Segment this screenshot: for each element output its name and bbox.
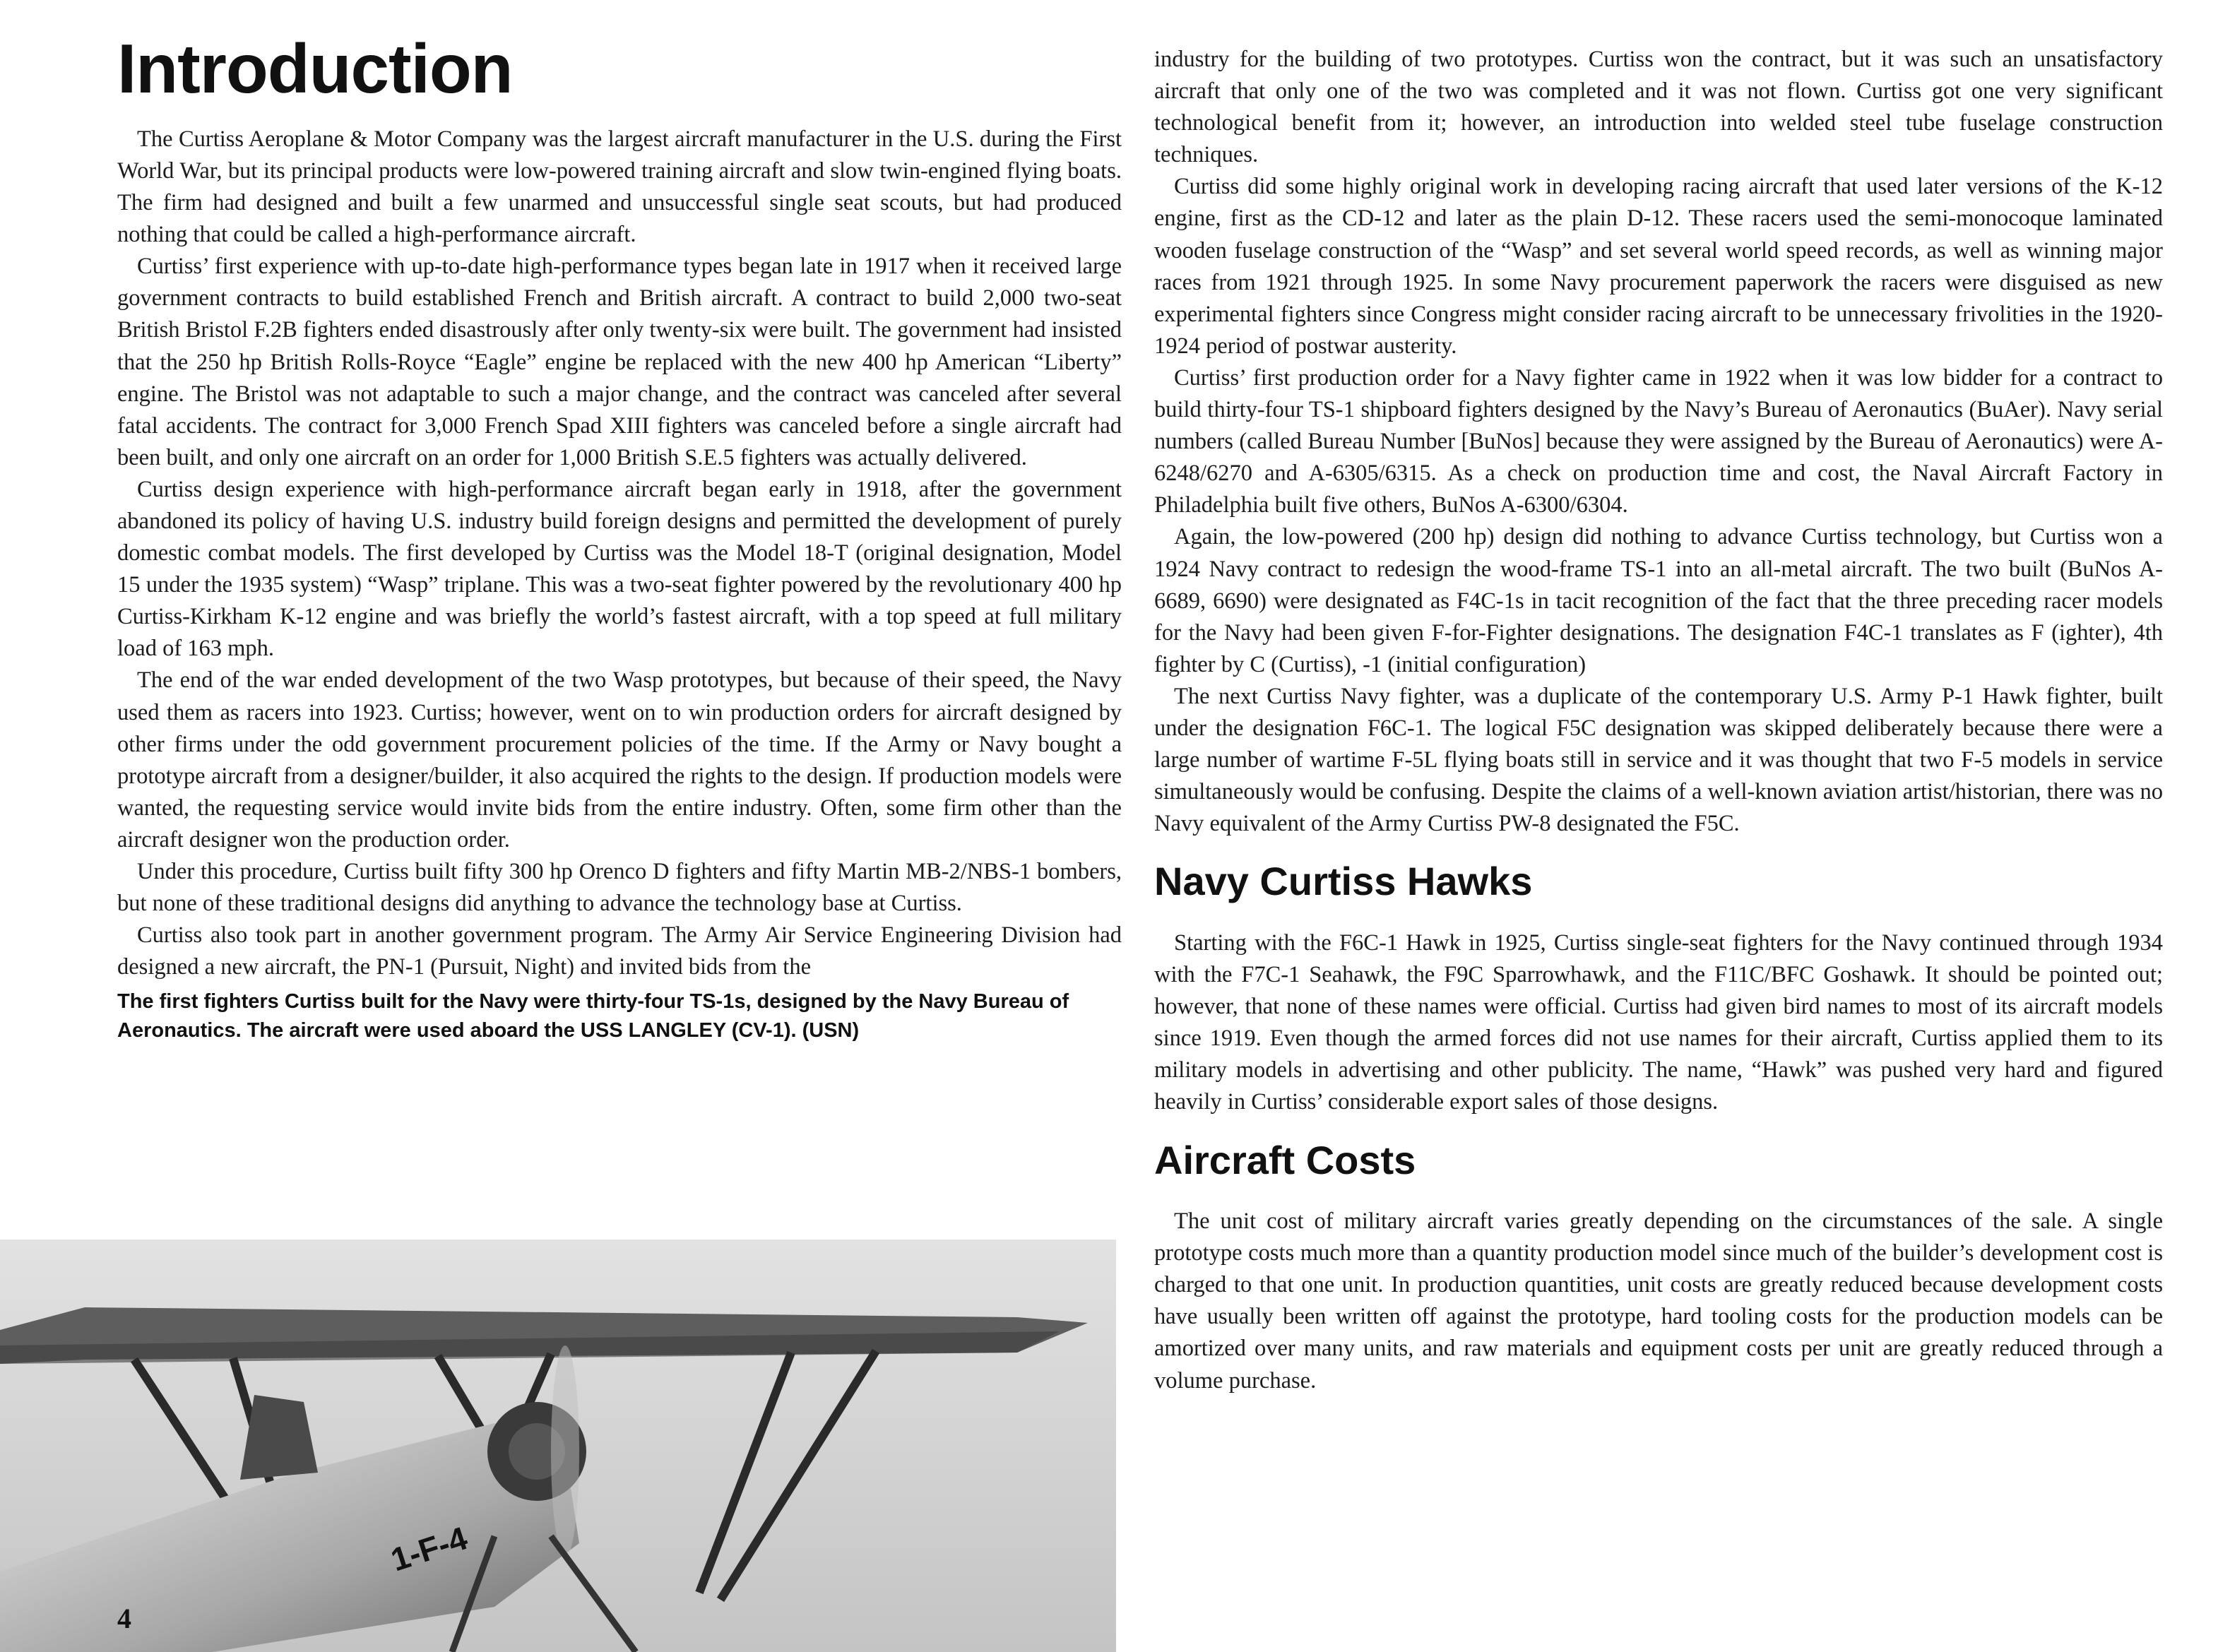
right-paragraph-5: The next Curtiss Navy fighter, was a duplicate of the contemporary U.S. Army P-1 Hawk fighter, built under the designation F6C-1. The logical F5C designation was skipped deliberately because there were a large number of wartime F-5L flying boats still in service and it was thought that two F-5 models in service simultaneously would be confusing. Despite the claims of a well-known aviation artist/historian, there was no Navy equivalent of the Army Curtiss PW-8 designated the F5C. [1154,683,2163,837]
right-paragraph-1: industry for the building of two prototypes. Curtiss won the contract, but it was such an unsatisfactory aircraft that only one of the two was completed and it was not flown. Curtiss got one very significant technological benefit from it; however, an introduction into welded steel tube fuselage construction techniques. [1154,47,2163,168]
intro-paragraph-4: The end of the war ended development of the two Wasp prototypes, but because of their speed, the Navy used them as racers into 1923. Curtiss; however, went on to win production orders for aircraft designed by other firms under the odd government procurement policies of the time. If the Army or Navy bought a prototype aircraft from a designer/builder, it also acquired the rights to the design. If production models were wanted, the requesting service would invite bids from the entire industry. Often, some firm other than the aircraft designer won the production order. [117,667,1122,852]
right-paragraph-3: Curtiss’ first production order for a Navy fighter came in 1922 when it was low bidder for a contract to build thirty-four TS-1 shipboard fighters designed by the Navy’s Bureau of Aeronautics (BuAer). Navy serial numbers (called Bureau Number [BuNos] because they were assigned by the Bureau of Aeronautics) were A-6248/6270 and A-6305/6315. As a check on production time and cost, the Naval Aircraft Factory in Philadelphia built five others, BuNos A-6300/6304. [1154,364,2163,518]
right-column [1154,0,2163,1397]
page-number: 4 [117,1603,131,1634]
fuselage-marking: 1-F-4 [386,1519,472,1579]
propeller [551,1345,579,1557]
aircraft-photo [0,1240,1116,1652]
intro-paragraph-1: The Curtiss Aeroplane & Motor Company was the largest aircraft manufacturer in the U.S. during the First World War, but its principal products were low-powered training aircraft and slow twin-engined flying boats. The firm had designed and built a few unarmed and unsuccessful single seat scouts, but had produced nothing that could be called a high-performance aircraft. [117,126,1122,248]
navy-hawks-paragraph: Starting with the F6C-1 Hawk in 1925, Curtiss single-seat fighters for the Navy continued through 1934 with the F7C-1 Seahawk, the F9C Sparrowhawk, and the F11C/BFC Goshawk. It should be pointed out; however, that none of these names were official. Curtiss had given bird names to most of its aircraft models since 1919. Even though the armed forces did not use names for their aircraft, Curtiss applied them to its military models in advertising and other publicity. The name, “Hawk” was pushed very hard and figured heavily in Curtiss’ considerable export sales of those designs. [1154,929,2163,1115]
aircraft-costs-paragraph: The unit cost of military aircraft varies greatly depending on the circumstances of the sale. A single prototype costs much more than a quantity production model since much of the builder’s development cost is charged to that one unit. In production quantities, unit costs are greatly reduced because development costs have usually been written off against the prototype, hard tooling costs for the production models can be amortized over many units, and raw materials and equipment costs per unit are greatly reduced through a volume purchase. [1154,1208,2163,1393]
aircraft-costs-heading: Aircraft Costs [1154,1137,1416,1182]
introduction-heading: Introduction [117,30,513,107]
intro-paragraph-6: Curtiss also took part in another government program. The Army Air Service Engineering Division had designed a new aircraft, the PN-1 (Pursuit, Night) and invited bids from the [117,922,1122,980]
navy-hawks-heading: Navy Curtiss Hawks [1154,859,1533,904]
right-paragraph-4: Again, the low-powered (200 hp) design did nothing to advance Curtiss technology, but Curtiss won a 1924 Navy contract to redesign the wood-frame TS-1 into an all-metal aircraft. The two built (BuNos A-6689, 6690) were designated as F4C-1s in tacit recognition of the fact that the three preceding racer models for the Navy had been given F-for-Fighter designations. The designation F4C-1 translates as F (ighter), 4th fighter by C (Curtiss), -1 (initial configuration) [1154,524,2163,677]
right-paragraph-2: Curtiss did some highly original work in developing racing aircraft that used later versions of the K-12 engine, first as the CD-12 and later as the plain D-12. These racers used the semi-monocoque laminated wooden fuselage construction of the “Wasp” and set several world speed records, as well as winning major races from 1921 through 1925. In some Navy procurement paperwork the racers were disguised as new experimental fighters since Congress might consider racing aircraft to be unnecessary frivolities in the 1920-1924 period of postwar austerity. [1154,174,2163,359]
photo-caption: The first fighters Curtiss built for the Navy were thirty-four TS-1s, designed by the Navy Bureau of Aeronautics. The aircraft were used aboard the USS LANGLEY (CV-1). (USN) [117,990,1069,1042]
left-column [117,0,1122,1045]
intro-paragraph-2: Curtiss’ first experience with up-to-date high-performance types began late in 1917 when it received large government contracts to build established French and British aircraft. A contract to build 2,000 two-seat British Bristol F.2B fighters ended disastrously after only twenty-six were built. The government had insisted that the 250 hp British Rolls-Royce “Eagle” engine be replaced with the new 400 hp American “Liberty” engine. The Bristol was not adaptable to such a major change, and the contract was canceled after several fatal accidents. The contract for 3,000 French Spad XIII fighters was canceled before a single aircraft had been built, and only one aircraft on an order for 1,000 British S.E.5 fighters was actually delivered. [117,254,1122,470]
biplane-illustration [0,1240,1116,1652]
intro-paragraph-5: Under this procedure, Curtiss built fifty 300 hp Orenco D fighters and fifty Martin MB-2/NBS-1 bombers, but none of these traditional designs did anything to advance the technology base at Curtiss. [117,859,1122,917]
intro-paragraph-3: Curtiss design experience with high-performance aircraft began early in 1918, after the government abandoned its policy of having U.S. industry build foreign designs and permitted the development of purely domestic combat models. The first developed by Curtiss was the Model 18-T (original designation, Model 15 under the 1935 system) “Wasp” triplane. This was a two-seat fighter powered by the revolutionary 400 hp Curtiss-Kirkham K-12 engine and was briefly the world’s fastest aircraft, with a top speed at full military load of 163 mph. [117,476,1122,662]
